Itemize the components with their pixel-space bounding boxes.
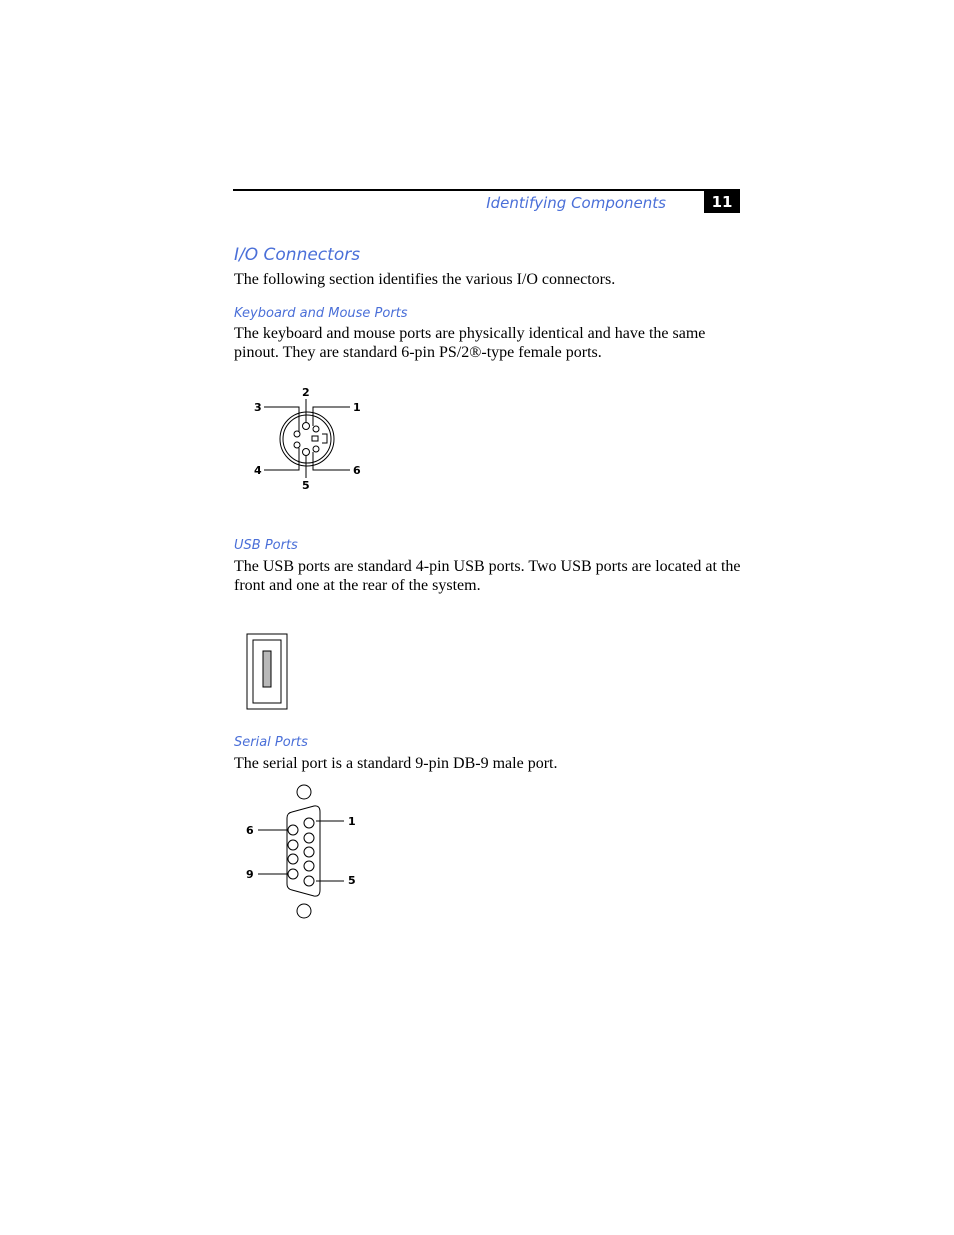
usb-contact-block bbox=[263, 651, 271, 687]
db9-label-5: 5 bbox=[348, 874, 356, 887]
db9-pin-4 bbox=[304, 861, 314, 871]
db9-connector-diagram bbox=[258, 785, 344, 918]
db9-mount-hole-top bbox=[297, 785, 311, 799]
ps2-label-1: 1 bbox=[353, 401, 361, 414]
db9-label-1: 1 bbox=[348, 815, 356, 828]
db9-label-6: 6 bbox=[246, 824, 254, 837]
ps2-pin-4 bbox=[294, 442, 300, 448]
db9-pin-3 bbox=[304, 847, 314, 857]
keyboard-mouse-text: The keyboard and mouse ports are physically identical and have the same pinout. They are standard 6-pin PS/2®-type female ports. bbox=[234, 325, 706, 361]
ps2-pin-6 bbox=[313, 446, 319, 452]
ps2-label-5: 5 bbox=[302, 479, 310, 492]
running-head: Identifying Components bbox=[486, 194, 666, 212]
page-number: 11 bbox=[704, 191, 740, 213]
ps2-label-3: 3 bbox=[254, 401, 262, 414]
db9-pin-1 bbox=[304, 818, 314, 828]
keyboard-mouse-heading: Keyboard and Mouse Ports bbox=[234, 306, 408, 321]
db9-pin-7 bbox=[288, 840, 298, 850]
db9-pin-6 bbox=[288, 825, 298, 835]
db9-label-9: 9 bbox=[246, 868, 254, 881]
db9-pin-2 bbox=[304, 833, 314, 843]
usb-heading: USB Ports bbox=[234, 538, 298, 553]
ps2-label-2: 2 bbox=[302, 386, 310, 399]
usb-connector-diagram bbox=[247, 634, 287, 709]
serial-heading: Serial Ports bbox=[234, 735, 308, 750]
ps2-label-6: 6 bbox=[353, 464, 361, 477]
db9-pin-5 bbox=[304, 876, 314, 886]
io-connectors-heading: I/O Connectors bbox=[234, 245, 361, 265]
ps2-pin-2 bbox=[303, 423, 310, 430]
ps2-label-4: 4 bbox=[254, 464, 262, 477]
serial-text: The serial port is a standard 9-pin DB-9 male port. bbox=[234, 755, 558, 772]
db9-mount-hole-bottom bbox=[297, 904, 311, 918]
db9-pin-9 bbox=[288, 869, 298, 879]
db9-pin-8 bbox=[288, 854, 298, 864]
ps2-outer-ring bbox=[280, 412, 334, 466]
db9-shell bbox=[287, 806, 320, 896]
usb-text: The USB ports are standard 4-pin USB ports. Two USB ports are located at the front and one at the rear of the system. bbox=[234, 558, 741, 594]
ps2-key-notch bbox=[312, 436, 318, 441]
io-intro-text: The following section identifies the various I/O connectors. bbox=[234, 271, 616, 288]
ps2-pin-1 bbox=[313, 426, 319, 432]
ps2-pin-5 bbox=[303, 449, 310, 456]
